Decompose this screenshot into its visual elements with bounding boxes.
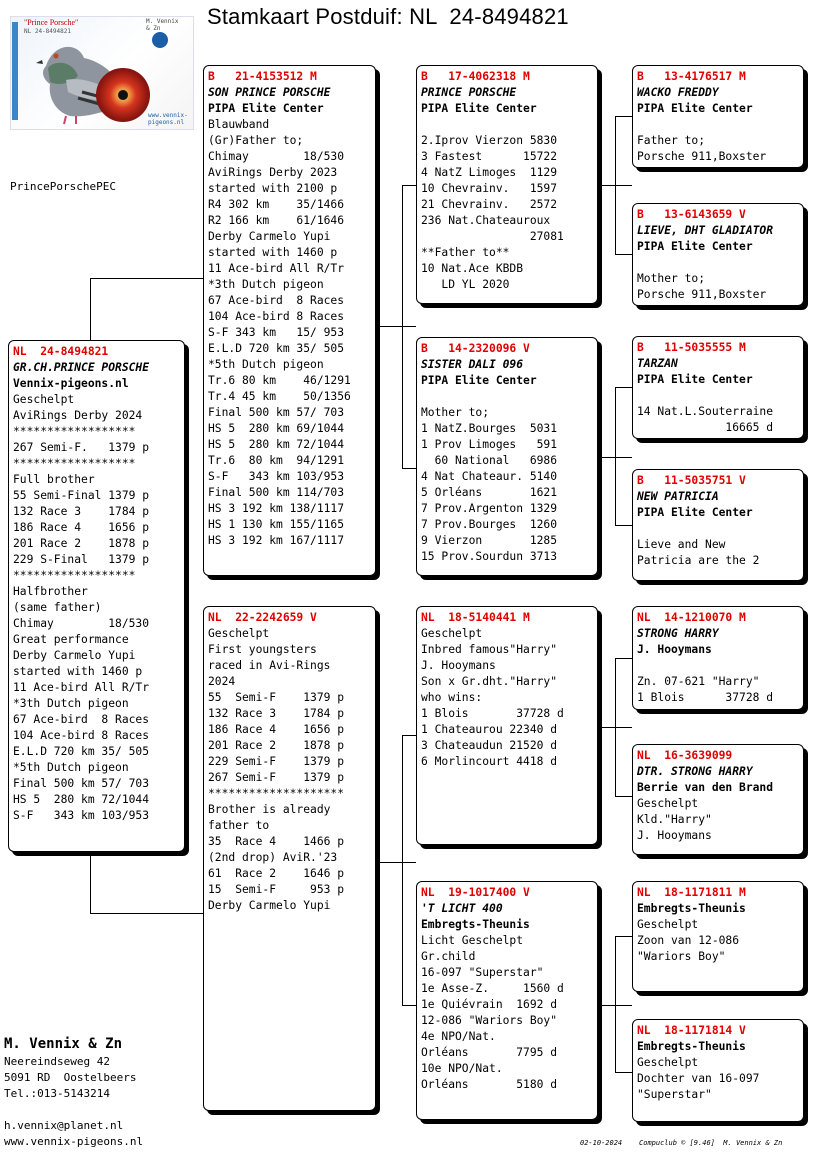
info-line: *3th Dutch pigeon — [13, 697, 129, 710]
info-line: 16-097 "Superstar" — [421, 966, 544, 979]
info-line: 6 Morlincourt 4418 d — [421, 755, 558, 768]
ring-number: NL 24-8494821 — [13, 345, 109, 358]
info-line: 132 Race 3 1784 p — [208, 707, 345, 720]
info-line: Brother is already — [208, 803, 331, 816]
info-line: Final 500 km 57/ 703 — [13, 777, 150, 790]
info-line: Derby Carmelo Yupi — [13, 649, 136, 662]
info-line: Son x Gr.dht."Harry" — [421, 675, 558, 688]
connector — [90, 278, 203, 279]
info-line: 55 Semi-F 1379 p — [208, 691, 345, 704]
info-line: Porsche 911,Boxster — [637, 288, 767, 301]
breeder-name: PIPA Elite Center — [421, 374, 537, 387]
info-line: 67 Ace-bird 8 Races — [13, 713, 150, 726]
pigeon-name: NEW PATRICIA — [637, 490, 719, 503]
info-line: 11 Ace-bird All R/Tr — [208, 262, 345, 275]
info-line: 12-086 "Wariors Boy" — [421, 1014, 558, 1027]
info-line: 3 Fastest 15722 — [421, 150, 558, 163]
pigeon-name: SON PRINCE PORSCHE — [208, 86, 331, 99]
info-line: **Father to** — [421, 246, 510, 259]
maternal-grandmother-card — [416, 881, 598, 1120]
breeder-name: PIPA Elite Center — [421, 102, 537, 115]
owner-email[interactable]: h.vennix@planet.nl — [4, 1119, 124, 1132]
ring-number: NL 19-1017400 V — [421, 886, 530, 899]
info-line — [637, 521, 803, 537]
info-line: 186 Race 4 1656 p — [208, 723, 345, 736]
info-line: father to — [208, 819, 270, 832]
info-line: 9 Vierzon 1285 — [421, 534, 558, 547]
info-line: Geschelpt — [637, 1056, 699, 1069]
info-line: 1 Blois 37728 d — [421, 707, 564, 720]
info-line: Derby Carmelo Yupi — [208, 899, 331, 912]
info-line: Blauwband — [208, 118, 270, 131]
info-line — [637, 388, 803, 404]
connector — [90, 278, 91, 341]
info-line: 4e NPO/Nat. — [421, 1030, 496, 1043]
breeder-name: Embregts-Theunis — [637, 902, 746, 915]
info-line: started with 1460 p — [13, 665, 143, 678]
connector — [402, 1005, 416, 1006]
subject-card — [8, 340, 185, 852]
ring-number: NL 16-3639099 — [637, 749, 733, 762]
connector — [615, 658, 632, 659]
info-line: Final 500 km 57/ 703 — [208, 406, 345, 419]
breeder-name: Embregts-Theunis — [637, 1040, 746, 1053]
info-line: 104 Ace-bird 8 Races — [208, 310, 345, 323]
owner-name: M. Vennix & Zn — [4, 1036, 123, 1052]
info-line: 2024 — [208, 675, 236, 688]
breeder-name: PIPA Elite Center — [637, 373, 753, 386]
ring-number: B 13-6143659 V — [637, 208, 746, 221]
info-line: started with 1460 p — [208, 246, 338, 259]
info-line: 3 Chateaudun 21520 d — [421, 739, 558, 752]
info-line: 132 Race 3 1784 p — [13, 505, 150, 518]
info-line: Tr.6 80 km 46/1291 — [208, 374, 351, 387]
info-line — [421, 117, 597, 133]
paternal-grandfather-card — [416, 65, 598, 304]
owner-city: 5091 RD Oostelbeers — [4, 1071, 137, 1084]
info-line: S-F 343 km 103/953 — [208, 470, 345, 483]
info-line: Geschelpt — [637, 797, 699, 810]
connector — [402, 185, 403, 468]
photo-corner-text: M. Vennix & Zn — [146, 18, 179, 32]
info-line: AviRings Derby 2023 — [208, 166, 338, 179]
info-line: *3th Dutch pigeon — [208, 278, 324, 291]
photo-title: "Prince Porsche" — [24, 18, 79, 27]
info-line: HS 3 192 km 138/1117 — [208, 502, 345, 515]
info-line: 229 S-Final 1379 p — [13, 553, 150, 566]
ggp-mfm-card — [632, 744, 804, 855]
ggp-mff-card — [632, 606, 804, 710]
ring-number: NL 18-5140441 M — [421, 611, 530, 624]
breeder-name: Vennix-pigeons.nl — [13, 377, 129, 390]
info-line: 11 Ace-bird All R/Tr — [13, 681, 150, 694]
footer-date: 02-10-2024 — [580, 1139, 623, 1147]
info-line: Tr.4 45 km 50/1356 — [208, 390, 351, 403]
connector — [615, 936, 616, 1072]
info-line: 1e Quiévrain 1692 d — [421, 998, 558, 1011]
info-line — [637, 255, 803, 271]
info-line: Inbred famous"Harry" — [421, 643, 558, 656]
info-line: Zoon van 12-086 — [637, 934, 740, 947]
footer — [580, 1139, 782, 1147]
breeder-name: PIPA Elite Center — [208, 102, 324, 115]
info-line: Licht Geschelpt — [421, 934, 524, 947]
info-line: Patricia are the 2 — [637, 554, 760, 567]
info-line: 2.Iprov Vierzon 5830 — [421, 134, 558, 147]
pigeon-name: TARZAN — [637, 357, 678, 370]
ring-number: NL 18-1171814 V — [637, 1024, 746, 1037]
info-line: ****************** — [13, 425, 136, 438]
info-line: Porsche 911,Boxster — [637, 150, 767, 163]
connector — [615, 1072, 632, 1073]
owner-street: Neereindseweg 42 — [4, 1055, 110, 1068]
father-card — [203, 65, 376, 576]
info-line: 201 Race 2 1878 p — [13, 537, 150, 550]
ggp-fmf-card — [632, 336, 804, 439]
maternal-grandfather-card — [416, 606, 598, 845]
owner-phone: Tel.:013-5143214 — [4, 1087, 110, 1100]
connector — [615, 525, 632, 526]
ggp-ffm-card — [632, 203, 804, 306]
info-line: 55 Semi-Final 1379 p — [13, 489, 150, 502]
ring-number: B 13-4176517 M — [637, 70, 746, 83]
info-line: S-F 343 km 103/953 — [13, 809, 150, 822]
connector — [90, 854, 91, 913]
connector — [615, 658, 616, 796]
ring-number: B 11-5035555 M — [637, 341, 746, 354]
info-line: 236 Nat.Chateauroux — [421, 214, 551, 227]
owner-block — [4, 1034, 143, 1150]
breeder-name: J. Hooymans — [637, 643, 712, 656]
info-line: Geschelpt — [208, 627, 270, 640]
info-line: Full brother — [13, 473, 95, 486]
info-line: E.L.D 720 km 35/ 505 — [208, 342, 345, 355]
info-line: 4 NatZ Limoges 1129 — [421, 166, 558, 179]
owner-website[interactable]: www.vennix-pigeons.nl — [4, 1135, 144, 1148]
info-line: Derby Carmelo Yupi — [208, 230, 331, 243]
info-line: 10 Chevrainv. 1597 — [421, 182, 558, 195]
info-line: Mother to; — [421, 406, 490, 419]
connector — [615, 254, 632, 255]
info-line: HS 5 280 km 72/1044 — [208, 438, 345, 451]
info-line: Orléans 5180 d — [421, 1078, 558, 1091]
info-line: Dochter van 16-097 — [637, 1072, 760, 1085]
info-line: R4 302 km 35/1466 — [208, 198, 345, 211]
info-line: Tr.6 80 km 94/1291 — [208, 454, 345, 467]
info-line: 1e Asse-Z. 1560 d — [421, 982, 564, 995]
pigeon-photo — [8, 12, 194, 130]
info-line: Zn. 07-621 "Harry" — [637, 675, 760, 688]
connector — [615, 116, 632, 117]
info-line: 15 Semi-F 953 p — [208, 883, 345, 896]
pigeon-name: DTR. STRONG HARRY — [637, 765, 753, 778]
info-line: HS 1 130 km 155/1165 — [208, 518, 345, 531]
info-line: raced in Avi-Rings — [208, 659, 331, 672]
info-line: 1 Chateaurou 22340 d — [421, 723, 558, 736]
info-line: Gr.child — [421, 950, 476, 963]
info-line: 1 NatZ.Bourges 5031 — [421, 422, 558, 435]
info-line: AviRings Derby 2024 — [13, 409, 143, 422]
info-line: LD YL 2020 — [421, 278, 510, 291]
info-line: Geschelpt — [637, 918, 699, 931]
info-line: Geschelpt — [421, 627, 483, 640]
info-line: 35 Race 4 1466 p — [208, 835, 345, 848]
info-line: Halfbrother — [13, 585, 88, 598]
info-line: 60 National 6986 — [421, 454, 558, 467]
pigeon-tag: PrincePorschePEC — [10, 180, 116, 193]
ggp-mmf-card — [632, 881, 804, 992]
info-line: Geschelpt — [13, 393, 75, 406]
ring-number: NL 22-2242659 V — [208, 611, 317, 624]
pigeon-name: GR.CH.PRINCE PORSCHE — [13, 361, 150, 374]
info-line: 1 Blois 37728 d — [637, 691, 774, 704]
info-line: 10 Nat.Ace KBDB — [421, 262, 524, 275]
info-line: 27081 — [421, 230, 564, 243]
info-line: Mother to; — [637, 272, 706, 285]
info-line: *5th Dutch pigeon — [13, 761, 129, 774]
breeder-name: PIPA Elite Center — [637, 240, 753, 253]
info-line: "Wariors Boy" — [637, 950, 726, 963]
info-line: (Gr)Father to; — [208, 134, 304, 147]
info-line — [637, 117, 803, 133]
page-title: Stamkaart Postduif: NL 24-8494821 — [207, 4, 569, 29]
ring-number: B 17-4062318 M — [421, 70, 530, 83]
connector — [377, 862, 416, 863]
info-line: 186 Race 4 1656 p — [13, 521, 150, 534]
info-line: ****************** — [13, 457, 136, 470]
breeder-name: PIPA Elite Center — [637, 506, 753, 519]
info-line: 21 Chevrainv. 2572 — [421, 198, 558, 211]
photo-web: www.vennix-pigeons.nl — [148, 112, 188, 126]
connector — [615, 796, 632, 797]
pigeon-name: WACKO FREDDY — [637, 86, 719, 99]
info-line: Lieve and New — [637, 538, 726, 551]
info-line: Final 500 km 114/703 — [208, 486, 345, 499]
ring-number: NL 18-1171811 M — [637, 886, 746, 899]
info-line: 61 Race 2 1646 p — [208, 867, 345, 880]
footer-software: Compuclub © [9.46] M. Vennix & Zn — [639, 1139, 783, 1147]
ring-number: NL 14-1210070 M — [637, 611, 746, 624]
info-line: E.L.D 720 km 35/ 505 — [13, 745, 150, 758]
info-line: 267 Semi-F 1379 p — [208, 771, 345, 784]
info-line: 229 Semi-F 1379 p — [208, 755, 345, 768]
paternal-grandmother-card — [416, 337, 598, 576]
info-line: Orléans 7795 d — [421, 1046, 558, 1059]
info-line: "Superstar" — [637, 1088, 712, 1101]
info-line: R2 166 km 61/1646 — [208, 214, 345, 227]
info-line: HS 5 280 km 72/1044 — [13, 793, 150, 806]
info-line — [637, 658, 803, 674]
ring-number: B 14-2320096 V — [421, 342, 530, 355]
info-line: 7 Prov.Argenton 1329 — [421, 502, 558, 515]
pigeon-name: 'T LICHT 400 — [421, 902, 503, 915]
info-line: Great performance — [13, 633, 129, 646]
ggp-fmm-card — [632, 469, 804, 581]
photo-strip — [12, 22, 18, 120]
info-line: Chimay 18/530 — [13, 617, 150, 630]
info-line: J. Hooymans — [637, 829, 712, 842]
connector — [90, 913, 203, 914]
photo-ring: NL 24-8494821 — [24, 28, 71, 35]
info-line: Father to; — [637, 134, 706, 147]
info-line: 15 Prov.Sourdun 3713 — [421, 550, 558, 563]
eye-image — [96, 68, 150, 122]
info-line: J. Hooymans — [421, 659, 496, 672]
info-line: 4 Nat Chateaur. 5140 — [421, 470, 558, 483]
info-line: 16665 d — [637, 421, 774, 434]
ggp-mmm-card — [632, 1019, 804, 1122]
mother-card — [203, 606, 376, 1111]
connector — [402, 468, 416, 469]
connector — [615, 387, 616, 525]
connector — [402, 735, 416, 736]
club-logo-icon — [152, 32, 168, 48]
info-line: 1 Prov Limoges 591 — [421, 438, 558, 451]
ring-number: B 21-4153512 M — [208, 70, 317, 83]
connector — [615, 116, 616, 254]
info-line: 7 Prov.Bourges 1260 — [421, 518, 558, 531]
info-line — [421, 389, 597, 405]
connector — [615, 936, 632, 937]
pigeon-name: SISTER DALI 096 — [421, 358, 524, 371]
pigeon-name: LIEVE, DHT GLADIATOR — [637, 224, 774, 237]
info-line: *5th Dutch pigeon — [208, 358, 324, 371]
connector — [402, 185, 416, 186]
info-line: HS 5 280 km 69/1044 — [208, 422, 345, 435]
info-line: started with 2100 p — [208, 182, 338, 195]
ring-number: B 11-5035751 V — [637, 474, 746, 487]
info-line: ******************** — [208, 787, 345, 800]
connector — [377, 326, 416, 327]
connector — [615, 387, 632, 388]
pigeon-name: PRINCE PORSCHE — [421, 86, 517, 99]
info-line: 267 Semi-F. 1379 p — [13, 441, 150, 454]
info-line: ****************** — [13, 569, 136, 582]
info-line: who wins: — [421, 691, 483, 704]
info-line: Kld."Harry" — [637, 813, 712, 826]
pigeon-name: STRONG HARRY — [637, 627, 719, 640]
breeder-name: PIPA Elite Center — [637, 102, 753, 115]
info-line: HS 3 192 km 167/1117 — [208, 534, 345, 547]
breeder-name: Embregts-Theunis — [421, 918, 530, 931]
info-line: First youngsters — [208, 643, 317, 656]
info-line: (2nd drop) AviR.'23 — [208, 851, 338, 864]
info-line: 10e NPO/Nat. — [421, 1062, 503, 1075]
info-line: 5 Orléans 1621 — [421, 486, 558, 499]
info-line: 201 Race 2 1878 p — [208, 739, 345, 752]
breeder-name: Berrie van den Brand — [637, 781, 774, 794]
info-line: 14 Nat.L.Souterraine — [637, 405, 774, 418]
info-line: S-F 343 km 15/ 953 — [208, 326, 345, 339]
info-line: (same father) — [13, 601, 102, 614]
info-line: 67 Ace-bird 8 Races — [208, 294, 345, 307]
info-line: Chimay 18/530 — [208, 150, 345, 163]
info-line: 104 Ace-bird 8 Races — [13, 729, 150, 742]
ggp-fff-card — [632, 65, 804, 168]
connector — [402, 735, 403, 1005]
